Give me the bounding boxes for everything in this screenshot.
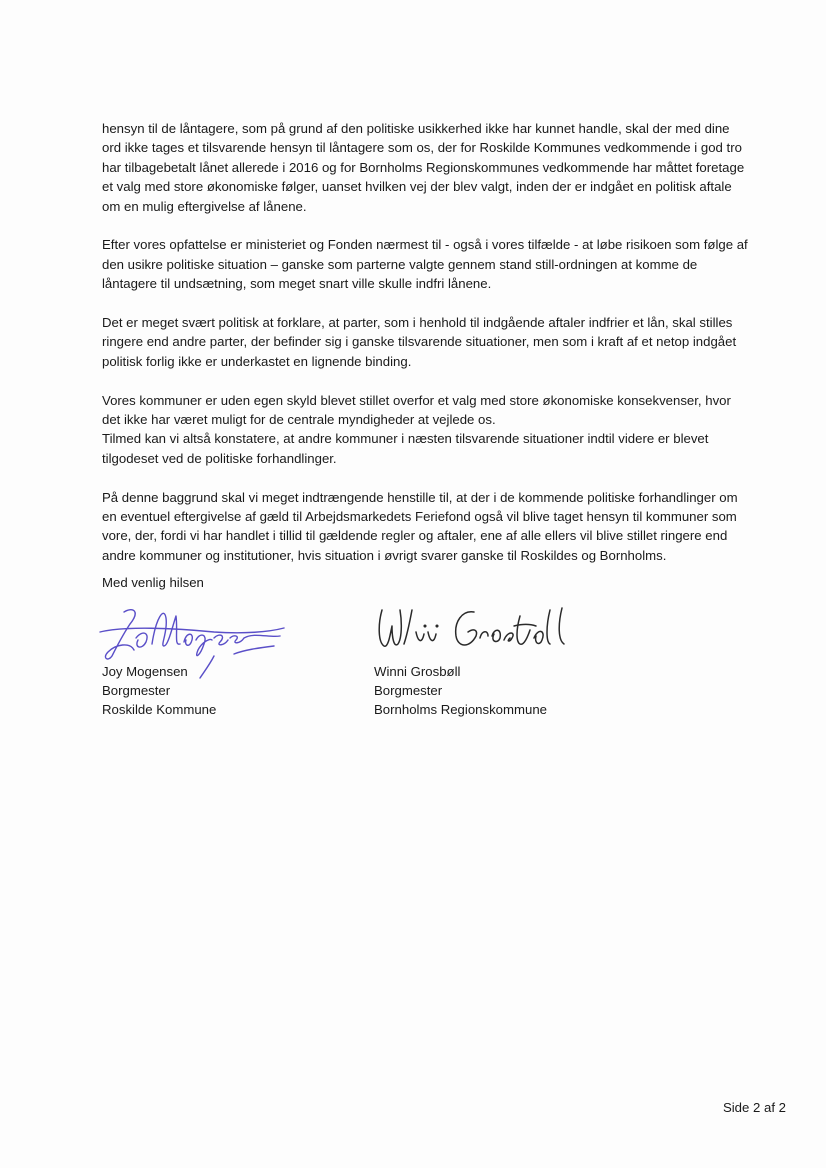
signatory-title: Borgmester — [374, 683, 443, 698]
signatory-name: Winni Grosbøll — [374, 664, 461, 679]
text-line: om en mulig eftergivelse af lånene. — [102, 198, 307, 214]
closing-salutation: Med venlig hilsen — [102, 575, 204, 590]
text-line: låntagere til undsætning, som meget snart ville skulle indfri lånene. — [102, 276, 492, 292]
signatory-organization: Roskilde Kommune — [102, 702, 217, 717]
text-line: Efter vores opfattelse er ministeriet og Fonden nærmest til - også i vores tilfælde - at løbe risikoen som følge af — [102, 237, 748, 253]
page-number: Side 2 af 2 — [722, 1100, 786, 1115]
text-line: vore, der, fordi vi har handlet i tillid til gældende regler og aftaler, ene af alle ellers vil blive stillet ringere end — [102, 528, 728, 544]
signatory-name: Joy Mogensen — [102, 664, 188, 679]
text-line: det ikke har været muligt for de centrale myndigheder at vejlede os. — [102, 412, 496, 428]
text-line: Tilmed kan vi altså konstatere, at andre kommuner i næsten tilsvarende situationer indtil videre er blevet — [102, 431, 709, 447]
text-line: ringere end andre parter, der befinder sig i ganske tilsvarende situationer, men som i kraft af et netop indgået — [102, 334, 737, 350]
text-line: På denne baggrund skal vi meget indtrængende henstille til, at der i de kommende politiske forhandlinger om — [102, 489, 738, 505]
paragraph-4 — [102, 391, 792, 469]
text-line: Vores kommuner er uden egen skyld blevet stillet overfor et valg med store økonomiske konsekvenser, hvor — [102, 392, 731, 408]
text-line: et valg med store økonomiske følger, uanset hvilken vej der blev valgt, inden der er indgået en politisk aftale — [102, 179, 732, 195]
text-line: har tilbagebetalt lånet allerede i 2016 og for Bornholms Regionskommunes vedkommende har måttet foretage — [102, 159, 745, 175]
text-line: politisk forlig ikke er underkastet en lignende binding. — [102, 353, 412, 369]
text-line: hensyn til de låntagere, som på grund af den politiske usikkerhed ikke har kunnet handle, skal der med dine — [102, 121, 730, 136]
text-line: Det er meget svært politisk at forklare, at parter, som i henhold til indgående aftaler indfrier et lån, skal stilles — [102, 315, 733, 331]
signatory-organization: Bornholms Regionskommune — [374, 702, 547, 717]
paragraph-2 — [102, 235, 792, 293]
signature-winni-grosboll — [370, 602, 580, 662]
text-line: en eventuel eftergivelse af gæld til Arbejdsmarkedets Feriefond også vil blive taget hensyn til kommuner som — [102, 509, 737, 525]
paragraph-5 — [102, 488, 792, 566]
signatory-title: Borgmester — [102, 683, 171, 698]
paragraph-3 — [102, 313, 792, 371]
text-line: den usikre politiske situation – ganske som parterne valgte gennem stand still-ordningen at komme de — [102, 256, 698, 272]
signatory-block-right — [374, 662, 547, 719]
letter-body — [102, 119, 792, 585]
text-line: andre kommuner og institutioner, hvis situation i øvrigt svarer ganske til Roskildes og Bornholms. — [102, 547, 667, 563]
paragraph-1 — [102, 119, 792, 216]
text-line: tilgodeset ved de politiske forhandlinger. — [102, 450, 337, 466]
text-line: ord ikke tages et tilsvarende hensyn til låntagere som os, der for Roskilde Kommunes vedkommende i god tro — [102, 140, 742, 156]
signatory-block-left — [102, 662, 216, 719]
